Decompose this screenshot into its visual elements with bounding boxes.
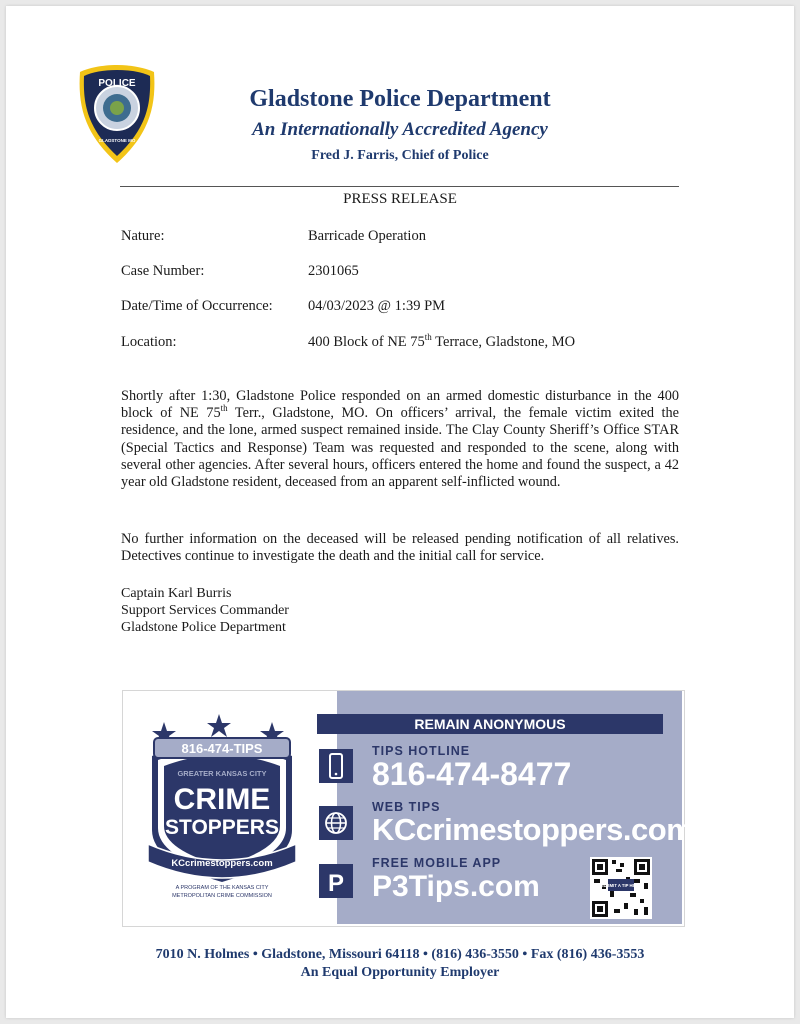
press-release-title: PRESS RELEASE <box>343 191 457 207</box>
footer-eoe: An Equal Opportunity Employer <box>300 965 500 980</box>
globe-icon <box>319 806 353 840</box>
phone-ribbon-text: 816-474-TIPS <box>181 741 263 756</box>
department-subtitle: An Internationally Accredited Agency <box>252 119 548 140</box>
location-value-sup: th <box>424 332 432 343</box>
web-tips-url[interactable]: KCcrimestoppers.com <box>372 812 694 847</box>
tips-hotline-number[interactable]: 816-474-8477 <box>372 756 572 792</box>
location-label: Location: <box>121 334 177 350</box>
case-number-label: Case Number: <box>121 263 205 279</box>
mobile-app-name[interactable]: P3Tips.com <box>372 870 540 903</box>
signature-org: Gladstone Police Department <box>121 620 286 635</box>
datetime-label: Date/Time of Occurrence: <box>121 298 273 314</box>
svg-text:3: 3 <box>343 873 349 883</box>
badge-bottom-text: GLADSTONE MO <box>98 138 136 143</box>
qr-code[interactable] <box>590 857 652 919</box>
paragraph-1-part-a: Shortly after 1:30, Gladstone Police responded on an armed domestic disturbance in the 400 block of NE 75 <box>121 388 679 422</box>
location-value-pre: 400 Block of NE 75 <box>308 334 425 350</box>
tips-hotline-label: TIPS HOTLINE <box>372 744 471 758</box>
svg-text:P: P <box>327 870 345 897</box>
crime-text: CRIME <box>173 783 271 816</box>
location-value <box>308 334 575 351</box>
remain-anonymous-bar: REMAIN ANONYMOUS <box>317 714 663 734</box>
nature-label: Nature: <box>121 228 165 244</box>
website-ribbon-text: KCcrimestoppers.com <box>171 858 273 869</box>
p3-app-icon <box>319 864 353 898</box>
program-line-2: METROPOLITAN CRIME COMMISSION <box>172 893 272 899</box>
header-divider <box>120 186 679 187</box>
phone-icon <box>319 749 353 783</box>
location-value-post: Terrace, Gladstone, MO <box>431 334 576 350</box>
body-paragraph-1 <box>121 388 679 491</box>
nature-value: Barricade Operation <box>308 228 426 244</box>
paragraph-1-part-b: Terr., Gladstone, MO. On officers’ arrival, the female victim exited the residence, and the lone, armed suspect remained inside. The Clay County Sheriff’s Office STAR (Special Tactics and Response) Team was requested and responded to the scene, along with several other agencies. After several hours, officers entered the home and found the suspect, a 42 year old Gladstone resident, deceased from an apparent self-inflicted wound. <box>121 405 679 491</box>
qr-label: SUBMIT A TIP HERE <box>600 883 642 888</box>
stoppers-text: STOPPERS <box>165 816 279 839</box>
body-paragraph-2: No further information on the deceased will be released pending notification of all relatives. Detectives continue to investigate the death and the initial call for service. <box>121 531 679 565</box>
program-line-1: A PROGRAM OF THE KANSAS CITY <box>175 885 269 891</box>
region-text: GREATER KANSAS CITY <box>177 769 267 778</box>
signature-title: Support Services Commander <box>121 603 289 618</box>
chief-of-police: Fred J. Farris, Chief of Police <box>311 148 489 163</box>
badge-top-text: POLICE <box>98 78 136 89</box>
mobile-app-label: FREE MOBILE APP <box>372 856 502 870</box>
footer-address: 7010 N. Holmes • Gladstone, Missouri 64118 • (816) 436-3550 • Fax (816) 436-3553 <box>155 947 645 962</box>
star-icon <box>207 714 231 737</box>
crime-stoppers-logo <box>142 712 302 912</box>
signature-name: Captain Karl Burris <box>121 586 232 601</box>
case-number-value: 2301065 <box>308 263 359 279</box>
department-name: Gladstone Police Department <box>249 86 551 112</box>
paragraph-1-sup: th <box>220 403 228 414</box>
datetime-value: 04/03/2023 @ 1:39 PM <box>308 298 446 314</box>
web-tips-label: WEB TIPS <box>372 800 441 814</box>
